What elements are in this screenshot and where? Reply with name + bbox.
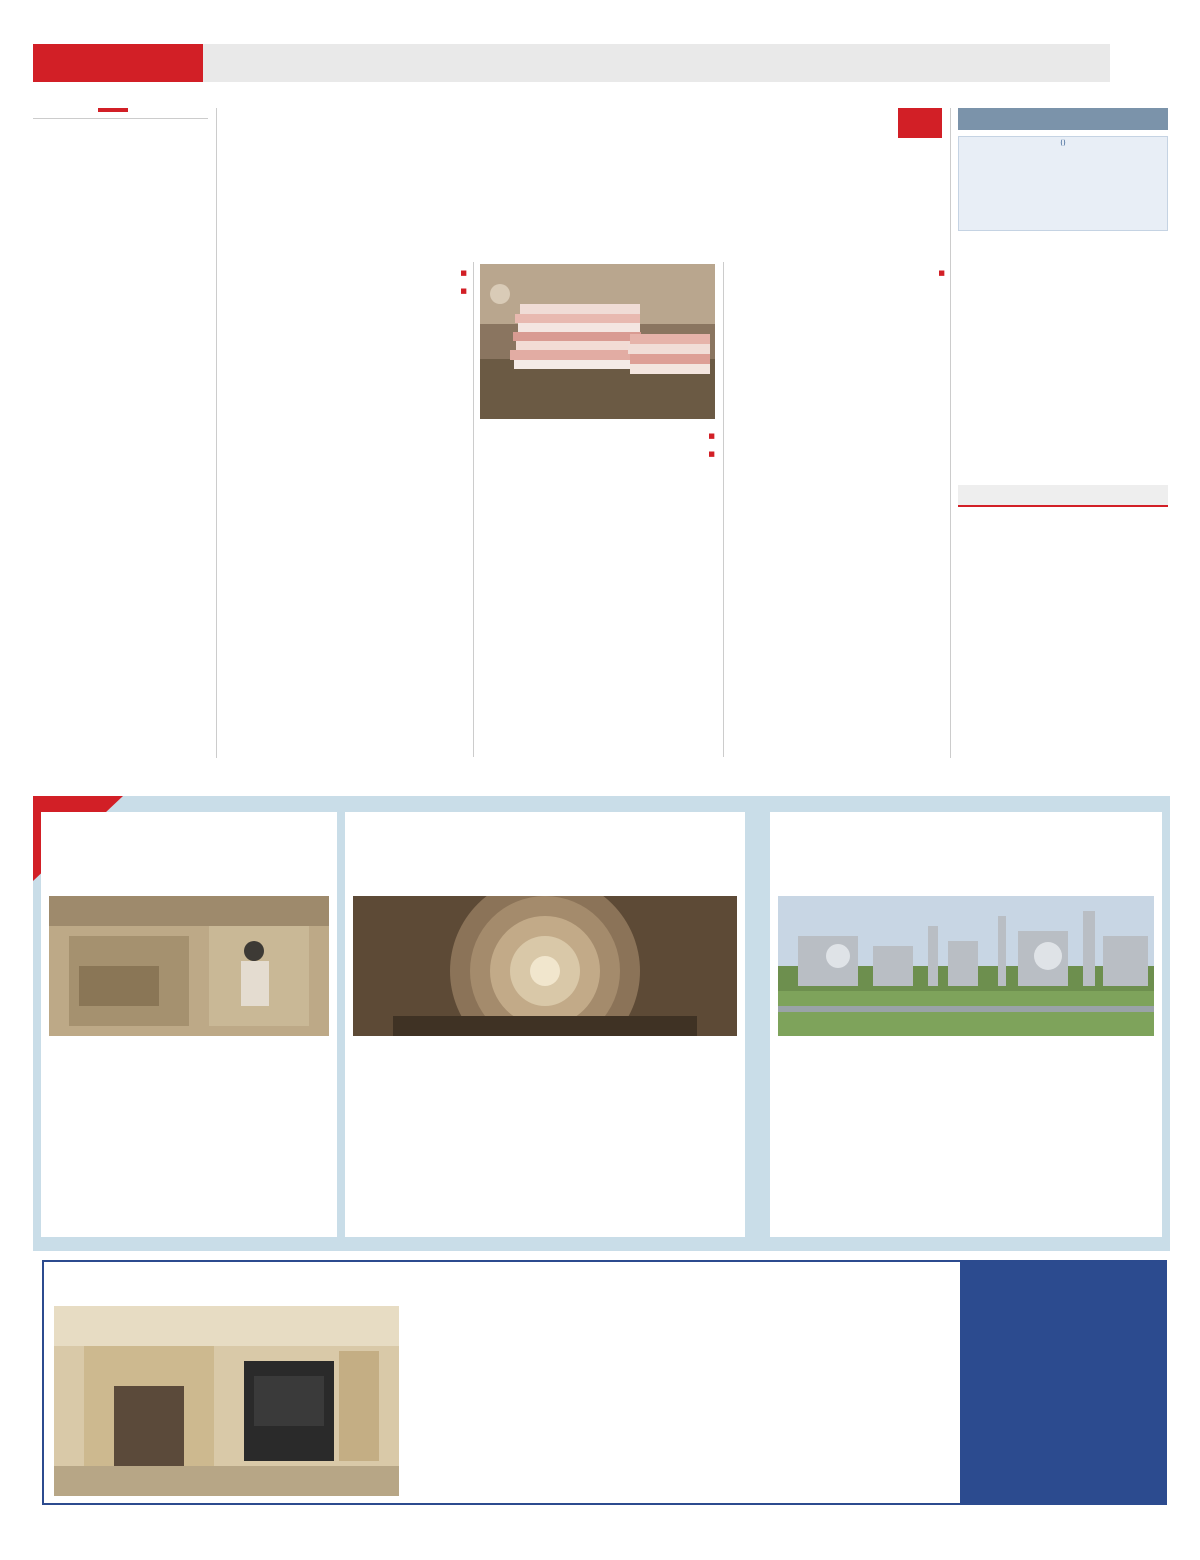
ad-headline	[960, 1280, 1165, 1292]
tunnel-photo	[353, 896, 737, 1036]
ad-petrochemical	[770, 812, 1162, 1237]
article-body	[33, 125, 208, 685]
ads-section	[33, 796, 1170, 1251]
refinery-photo	[778, 896, 1154, 1036]
left-column-article	[33, 108, 208, 768]
column-divider	[950, 108, 951, 758]
restoration-photo	[49, 896, 329, 1036]
ad-body	[682, 1270, 947, 1498]
ad-kicker	[960, 1262, 1165, 1280]
subheading	[242, 266, 467, 280]
column-body	[958, 237, 1168, 477]
column-divider	[216, 108, 217, 758]
column-tag	[958, 485, 1168, 507]
chart-title: ()	[1060, 139, 1066, 147]
column-tag	[958, 108, 1168, 130]
subheading	[730, 266, 945, 280]
ad-body	[51, 1044, 327, 1232]
column-divider	[473, 262, 474, 757]
subheading	[480, 447, 715, 461]
mosque-photo	[54, 1306, 399, 1496]
gini-chart	[958, 136, 1168, 231]
right-column	[958, 108, 1168, 768]
subheading	[480, 429, 715, 443]
column-divider	[723, 262, 724, 757]
article-tag	[33, 112, 208, 119]
files-photo	[480, 264, 715, 419]
ad-body	[408, 1270, 670, 1498]
newspaper-logo	[33, 44, 203, 82]
article-column-2	[480, 425, 715, 760]
subheading	[242, 284, 467, 298]
page-header	[33, 44, 1168, 82]
chart-plot	[961, 147, 1165, 227]
ad-head-panel	[960, 1262, 1165, 1503]
rates-tag	[898, 108, 942, 138]
column-body	[958, 513, 1168, 663]
ad-heritage	[41, 812, 337, 1237]
ad-body	[355, 1044, 735, 1232]
ad-karun-mosque	[42, 1260, 1167, 1505]
ad-body	[780, 1044, 1152, 1232]
ad-metro	[345, 812, 745, 1237]
article-column-3	[242, 262, 467, 762]
ad-body	[54, 1270, 399, 1300]
article-column-1	[730, 262, 945, 762]
page-number	[1110, 44, 1168, 82]
